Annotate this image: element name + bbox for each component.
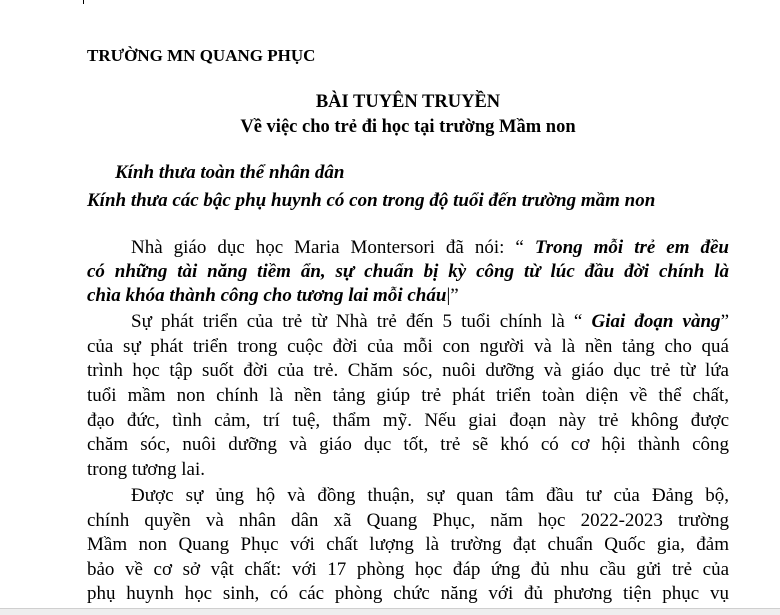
paragraph-2-line-4: tuổi mầm non chính là nền tảng giúp trẻ phát triển toàn diện về thể chất, (87, 385, 729, 406)
paragraph-1-line-2: có những tài năng tiềm ẩn, sự chuẩn bị kỳ công từ lúc đầu đời chính là (87, 261, 729, 282)
window-bottom-edge (0, 608, 780, 615)
greeting-line-1: Kính thưa toàn thể nhân dân (115, 162, 345, 183)
paragraph-2-line-5: đạo đức, tình cảm, trí tuệ, thẩm mỹ. Nếu giai đoạn này trẻ không được (87, 410, 729, 431)
paragraph-2-line-2: của sự phát triển trong cuộc đời của mỗi con người và là nền tảng cho quá (87, 336, 729, 357)
paragraph-3-line-2: chính quyền và nhân dân xã Quang Phục, năm học 2022-2023 trường (87, 510, 729, 531)
paragraph-2-line-3: trình học tập suốt đời của trẻ. Chăm sóc, nuôi dưỡng và giáo dục trẻ từ lứa (87, 360, 729, 381)
paragraph-2-line-7: trong tương lai. (87, 459, 205, 480)
text-cursor-mark (83, 0, 84, 4)
school-name: TRƯỜNG MN QUANG PHỤC (87, 46, 316, 65)
paragraph-3-line-1: Được sự ủng hộ và đồng thuận, sự quan tâm đầu tư của Đảng bộ, (131, 485, 729, 506)
paragraph-2-line-1: Sự phát triển của trẻ từ Nhà trẻ đến 5 tuổi chính là “ Giai đoạn vàng” (131, 311, 729, 332)
paragraph-2-line-6: chăm sóc, nuôi dưỡng và giáo dục tốt, trẻ sẽ khó có cơ hội thành công (87, 434, 729, 455)
document-title: BÀI TUYÊN TRUYỀN (315, 92, 501, 112)
paragraph-3-line-3: Mầm non Quang Phục với chất lượng là trường đạt chuẩn Quốc gia, đảm (87, 534, 729, 555)
paragraph-1-line-3: chìa khóa thành công cho tương lai mỗi cháu|” (87, 285, 459, 306)
document-subtitle: Về việc cho trẻ đi học tại trường Mầm non (240, 117, 576, 137)
paragraph-3-line-5: phụ huynh học sinh, có các phòng chức năng với đủ phương tiện phục vụ (87, 583, 729, 604)
paragraph-1-line-1: Nhà giáo dục học Maria Montersori đã nói: “ Trong mỗi trẻ em đều (131, 237, 729, 258)
paragraph-3-line-4: bảo về cơ sở vật chất: với 17 phòng học đáp ứng đủ nhu cầu gửi trẻ của (87, 559, 729, 580)
greeting-line-2: Kính thưa các bậc phụ huynh có con trong độ tuổi đến trường mầm non (87, 190, 656, 211)
